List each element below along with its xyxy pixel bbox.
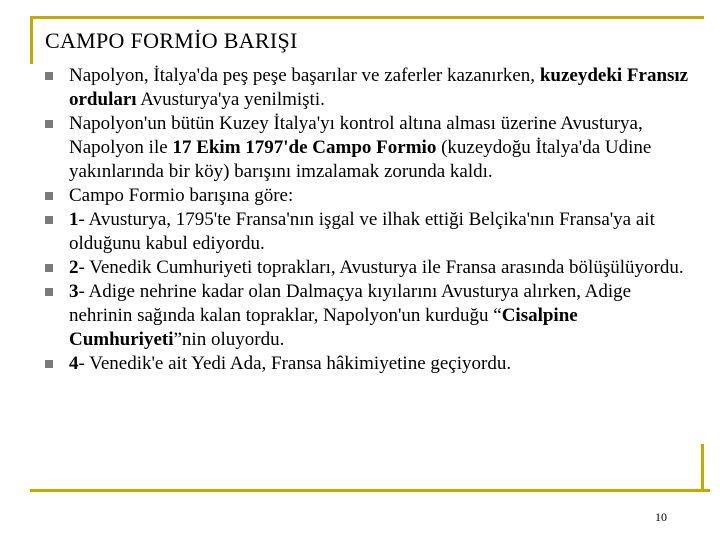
list-item xyxy=(45,112,695,184)
item-text: Napolyon'un bütün Kuzey İtalya'yı kontrol altına alması üzerine Avusturya, Napolyon ile xyxy=(69,113,643,158)
bullet-list xyxy=(45,64,695,376)
list-item xyxy=(45,256,695,280)
item-text: Campo Formio barışına göre: xyxy=(69,185,294,206)
item-text: - Venedik'e ait Yedi Ada, Fransa hâkimiyetine geçiyordu. xyxy=(78,353,512,374)
list-item xyxy=(45,208,695,256)
frame-bottom-line xyxy=(30,489,710,492)
square-bullet-icon xyxy=(45,192,53,200)
square-bullet-icon xyxy=(45,360,53,368)
frame-right-line xyxy=(701,444,704,492)
item-number: 2 xyxy=(69,257,79,278)
frame-top-line xyxy=(30,16,704,19)
list-item xyxy=(45,280,695,352)
page-number: 10 xyxy=(655,510,667,524)
item-number: 3 xyxy=(69,281,79,302)
item-text: - Adige nehrine kadar olan Dalmaçya kıyılarını Avusturya alırken, Adige nehrinin sağında kalan topraklar, Napolyon'un kurduğu “ xyxy=(69,281,632,326)
item-text: Napolyon, İtalya'da peş peşe başarılar ve zaferler kazanırken, xyxy=(69,65,540,86)
square-bullet-icon xyxy=(45,72,53,80)
square-bullet-icon xyxy=(45,264,53,272)
square-bullet-icon xyxy=(45,216,53,224)
item-bold-text: Cisalpine Cumhuriyeti xyxy=(69,305,578,350)
item-text: ”nin oluyordu. xyxy=(173,329,285,350)
square-bullet-icon xyxy=(45,120,53,128)
list-item xyxy=(45,352,695,376)
item-text: - Avusturya, 1795'te Fransa'nın işgal ve ilhak ettiği Belçika'nın Fransa'ya ait olduğunu kabul ediyordu. xyxy=(69,209,655,254)
list-item xyxy=(45,184,695,208)
item-bold-text: 17 Ekim 1797'de Campo Formio xyxy=(172,137,437,158)
item-text: (kuzeydoğu İtalya'da Udine yakınlarında bir köy) barışını imzalamak zorunda kaldı. xyxy=(69,137,652,182)
item-text: - Venedik Cumhuriyeti toprakları, Avusturya ile Fransa arasında bölüşülüyordu. xyxy=(78,257,684,278)
item-text: Avusturya'ya yenilmişti. xyxy=(136,89,325,110)
item-bold-text: kuzeydeki Fransız orduları xyxy=(69,65,689,110)
list-item xyxy=(45,64,695,112)
item-number: 1 xyxy=(69,209,79,230)
frame-left-line xyxy=(30,16,33,64)
square-bullet-icon xyxy=(45,288,53,296)
slide-title: CAMPO FORMİO BARIŞI xyxy=(45,28,298,53)
item-number: 4 xyxy=(69,353,79,374)
